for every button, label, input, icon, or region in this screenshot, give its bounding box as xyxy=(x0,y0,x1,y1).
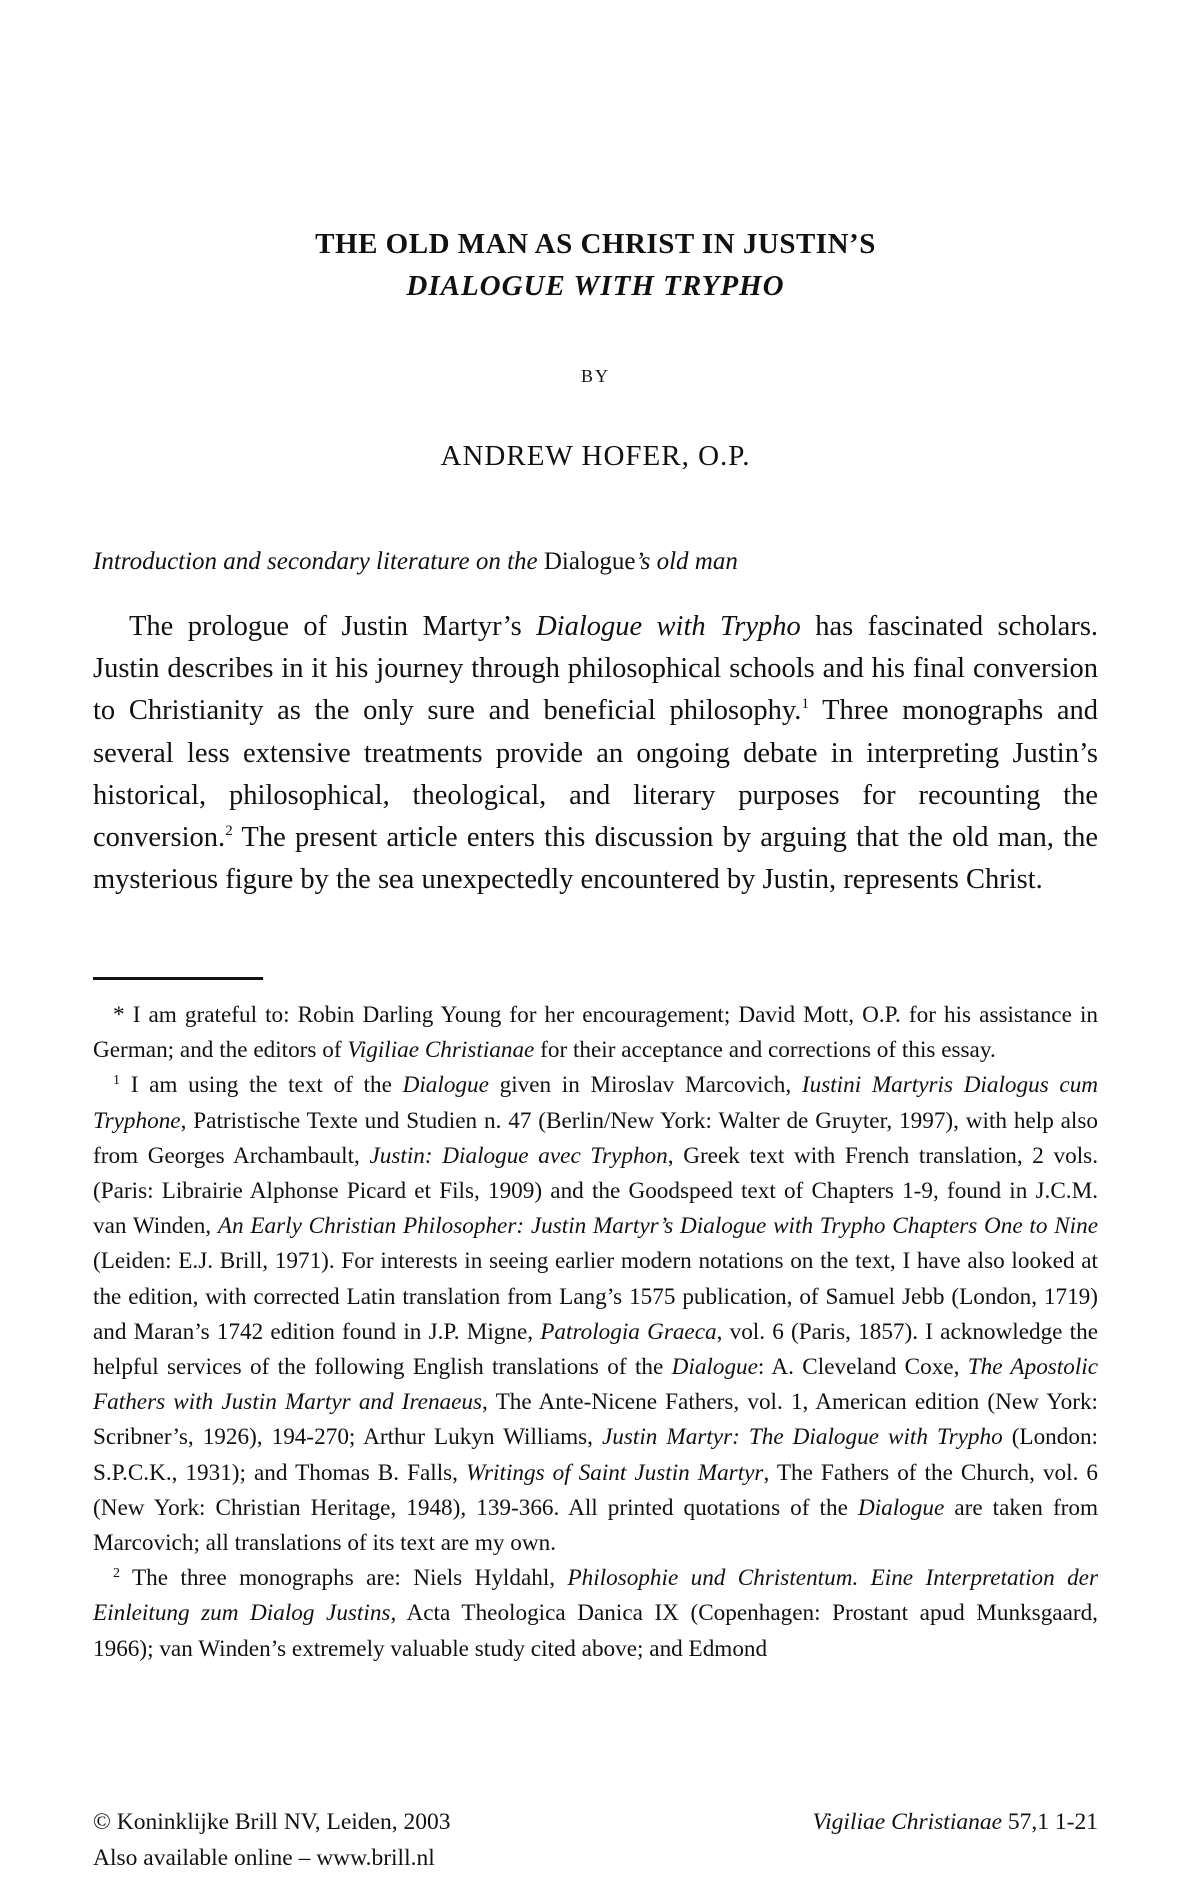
text-run: has fascinated scholars. Justin describes in it his journey through philosophical schools and his final conversion to Christianity as the only sure and beneficial philosophy. xyxy=(93,611,1099,727)
footnote-mark: * xyxy=(113,1002,125,1028)
italic-title: Justin: Dialogue avec Tryphon xyxy=(369,1142,668,1169)
footnote-ref-1[interactable]: 1 xyxy=(801,696,809,713)
footnote-1 xyxy=(93,1068,1098,1561)
section-heading xyxy=(93,548,1098,576)
text-run: are taken from Marcovich; all translations of its text are my own. xyxy=(93,1494,1099,1557)
footnote-mark: 1 xyxy=(113,1073,120,1089)
italic-title: Iustini Martyris Dialogus cum Tryphone xyxy=(93,1072,1099,1134)
italic-title: Dialogue xyxy=(402,1072,489,1099)
text-run: The present article enters this discussion by arguing that the old man, the mysterious figure by the sea unexpectedly encountered by Justin, represents Christ. xyxy=(93,822,1098,896)
italic-title: Philosophie und Christentum. Eine Interpretation der Einleitung zum Dialog Justins xyxy=(93,1565,1098,1627)
italic-title: The Apostolic Fathers with Justin Martyr and Irenaeus xyxy=(93,1354,1099,1416)
author-name: ANDREW HOFER, O.P. xyxy=(440,440,751,472)
text-run: The three monographs are: Niels Hyldahl, xyxy=(131,1565,556,1592)
footnote-mark: 2 xyxy=(113,1566,120,1582)
text-run: , Acta Theologica Danica IX (Copenhagen: Prostant apud Munksgaard, 1966); van Winden’s extremely valuable study cited above; and Edmond xyxy=(93,1600,1098,1662)
online-availability: Also available online – www.brill.nl xyxy=(93,1845,435,1871)
text-run: for their acceptance and corrections of this essay. xyxy=(540,1037,996,1064)
paragraph xyxy=(93,606,1098,901)
text-run: I am grateful to: Robin Darling Young for her encouragement; David Mott, O.P. for his assistance in German; and the editors of xyxy=(93,1002,1098,1064)
copyright-notice: © Koninklijke Brill NV, Leiden, 2003 xyxy=(93,1809,451,1835)
text-run: , The Ante-Nicene Fathers, vol. 1, American edition (New York: Scribner’s, 1926), 194-270; Arthur Lukyn Williams, xyxy=(93,1389,1098,1451)
text-run: I am using the text of the xyxy=(130,1072,392,1099)
footnotes xyxy=(93,998,1098,1667)
italic-title: Justin Martyr: The Dialogue with Trypho xyxy=(602,1424,1003,1451)
text-run: , Patristische Texte und Studien n. 47 (Berlin/New York: Walter de Gruyter, 1997), with help also from Georges Archambault, xyxy=(93,1107,1098,1169)
text-run: The prologue of Justin Martyr’s xyxy=(129,611,522,642)
italic-title: An Early Christian Philosopher: Justin Martyr’s Dialogue with Trypho Chapters One to Nine xyxy=(217,1213,1099,1240)
text-run: , vol. 6 (Paris, 1857). I acknowledge the helpful services of the following English translations of the xyxy=(93,1318,1098,1381)
italic-title: Writings of Saint Justin Martyr xyxy=(466,1459,764,1486)
footnote-star xyxy=(93,998,1098,1068)
text-run: , Greek text with French translation, 2 vols. (Paris: Librairie Alphonse Picard et Fils, 1909) and the Goodspeed text of Chapters 1-9, found in J.C.M. van Winden, xyxy=(93,1142,1099,1240)
footnote-divider xyxy=(93,977,263,980)
text-run: , The Fathers of the Church, vol. 6 (New York: Christian Heritage, 1948), 139-366. All printed quotations of the xyxy=(93,1459,1098,1521)
byline-by: BY xyxy=(580,366,610,386)
body-text xyxy=(93,606,1098,901)
text-run: : A. Cleveland Coxe, xyxy=(757,1354,960,1381)
journal-page xyxy=(93,0,1098,1902)
text-run: Three monographs and several less extensive treatments provide an ongoing debate in interpreting Justin’s historical, philosophical, theological, and literary purposes for recounting the conversion. xyxy=(93,695,1099,854)
title-line-1: THE OLD MAN AS CHRIST IN JUSTIN’S xyxy=(315,228,876,260)
italic-title: Dialogue with Trypho xyxy=(536,611,801,642)
section-heading-roman: Dialogue xyxy=(543,548,636,575)
journal-issue: 57,1 1-21 xyxy=(1007,1809,1098,1835)
text-run: given in Miroslav Marcovich, xyxy=(499,1072,792,1099)
section-heading-italic: Introduction and secondary literature on the xyxy=(93,548,538,575)
footnote-2 xyxy=(93,1561,1098,1667)
page-footer xyxy=(93,1804,1098,1876)
italic-title: Dialogue xyxy=(671,1354,758,1381)
article-title xyxy=(93,222,1098,306)
footnote-ref-2[interactable]: 2 xyxy=(225,823,233,840)
italic-title: Dialogue xyxy=(857,1494,945,1521)
title-line-2: DIALOGUE WITH TRYPHO xyxy=(406,270,785,302)
section-heading-tail: ’s old man xyxy=(635,548,738,575)
text-run: (London: S.P.C.K., 1931); and Thomas B. Falls, xyxy=(93,1424,1098,1486)
journal-citation xyxy=(813,1804,1098,1840)
journal-name: Vigiliae Christianae xyxy=(812,1809,1003,1835)
italic-title: Patrologia Graeca xyxy=(540,1318,717,1345)
text-run: (Leiden: E.J. Brill, 1971). For interests in seeing earlier modern notations on the text, I have also looked at the edition, with corrected Latin translation from Lang’s 1575 publication, of Samuel Jebb (London, 1719) and Maran’s 1742 edition found in J.P. Migne, xyxy=(93,1248,1098,1345)
italic-title: Vigiliae Christianae xyxy=(347,1037,535,1064)
